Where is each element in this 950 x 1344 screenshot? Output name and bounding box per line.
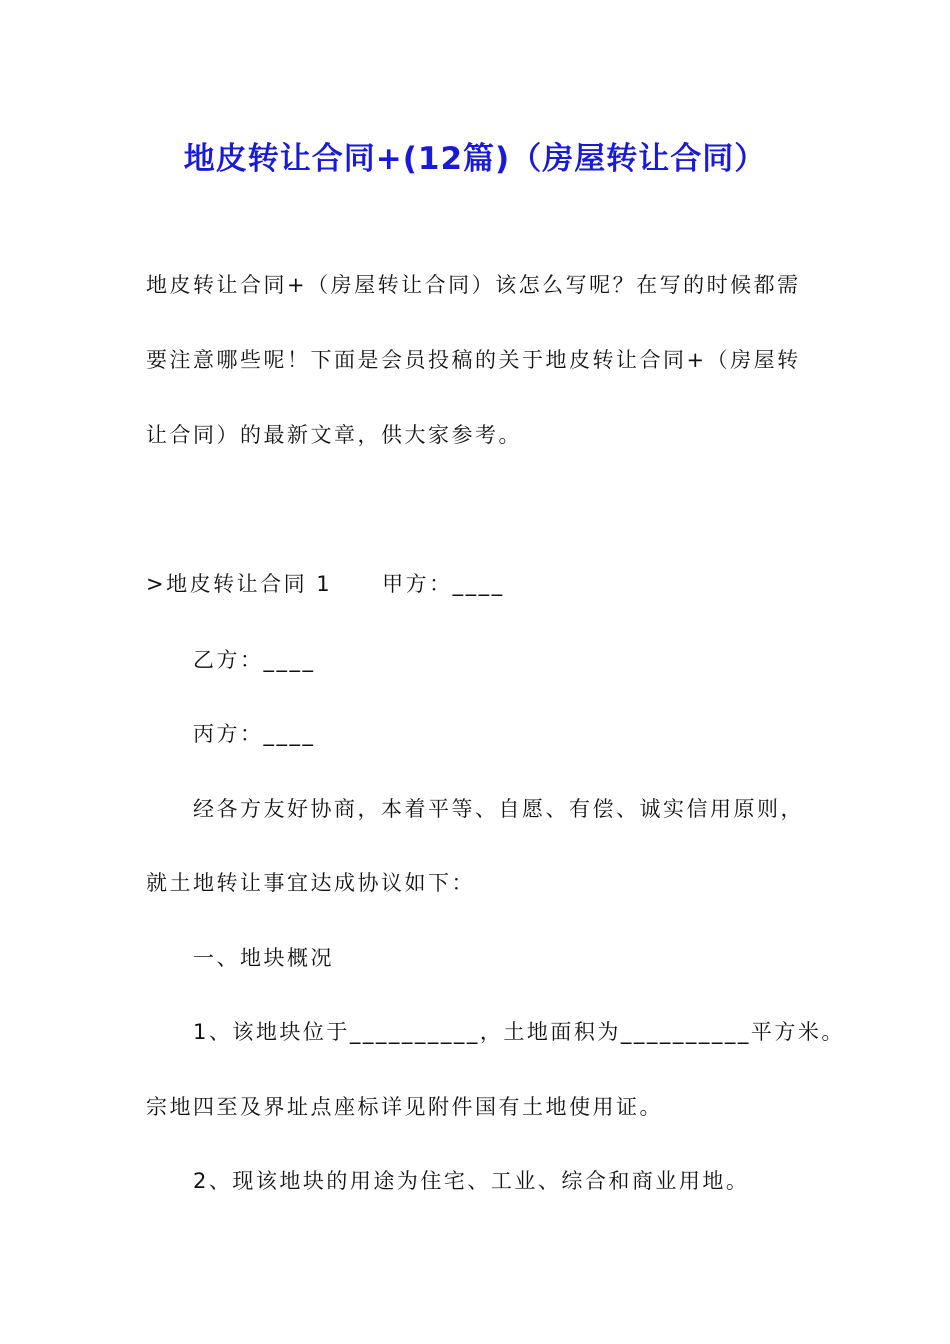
party-a: 甲方：____: [382, 572, 505, 596]
clause-1-line-1: 1、该地块位于__________，土地面积为__________平方米。: [193, 1020, 845, 1044]
clause-2: 2、现该地块的用途为住宅、工业、综合和商业用地。: [193, 1169, 750, 1193]
clause-1-line-2: 宗地四至及界址点座标详见附件国有土地使用证。: [146, 1095, 663, 1119]
document-title: 地皮转让合同+(12篇)（房屋转让合同）: [183, 141, 767, 177]
section-heading: 一、地块概况: [193, 946, 334, 970]
preamble-line-1: 经各方友好协商，本着平等、自愿、有偿、诚实信用原则，: [193, 797, 804, 821]
party-b: 乙方：____: [193, 648, 316, 672]
intro-line-3: 让合同）的最新文章，供大家参考。: [146, 423, 522, 447]
preamble-line-2: 就土地转让事宜达成协议如下：: [146, 871, 475, 895]
intro-line-2: 要注意哪些呢！下面是会员投稿的关于地皮转让合同+（房屋转: [146, 348, 801, 372]
contract-heading: >地皮转让合同 1: [146, 572, 333, 596]
party-c: 丙方：____: [193, 722, 316, 746]
intro-line-1: 地皮转让合同+（房屋转让合同）该怎么写呢？在写的时候都需: [146, 273, 801, 297]
contract-heading-line: [146, 569, 505, 599]
